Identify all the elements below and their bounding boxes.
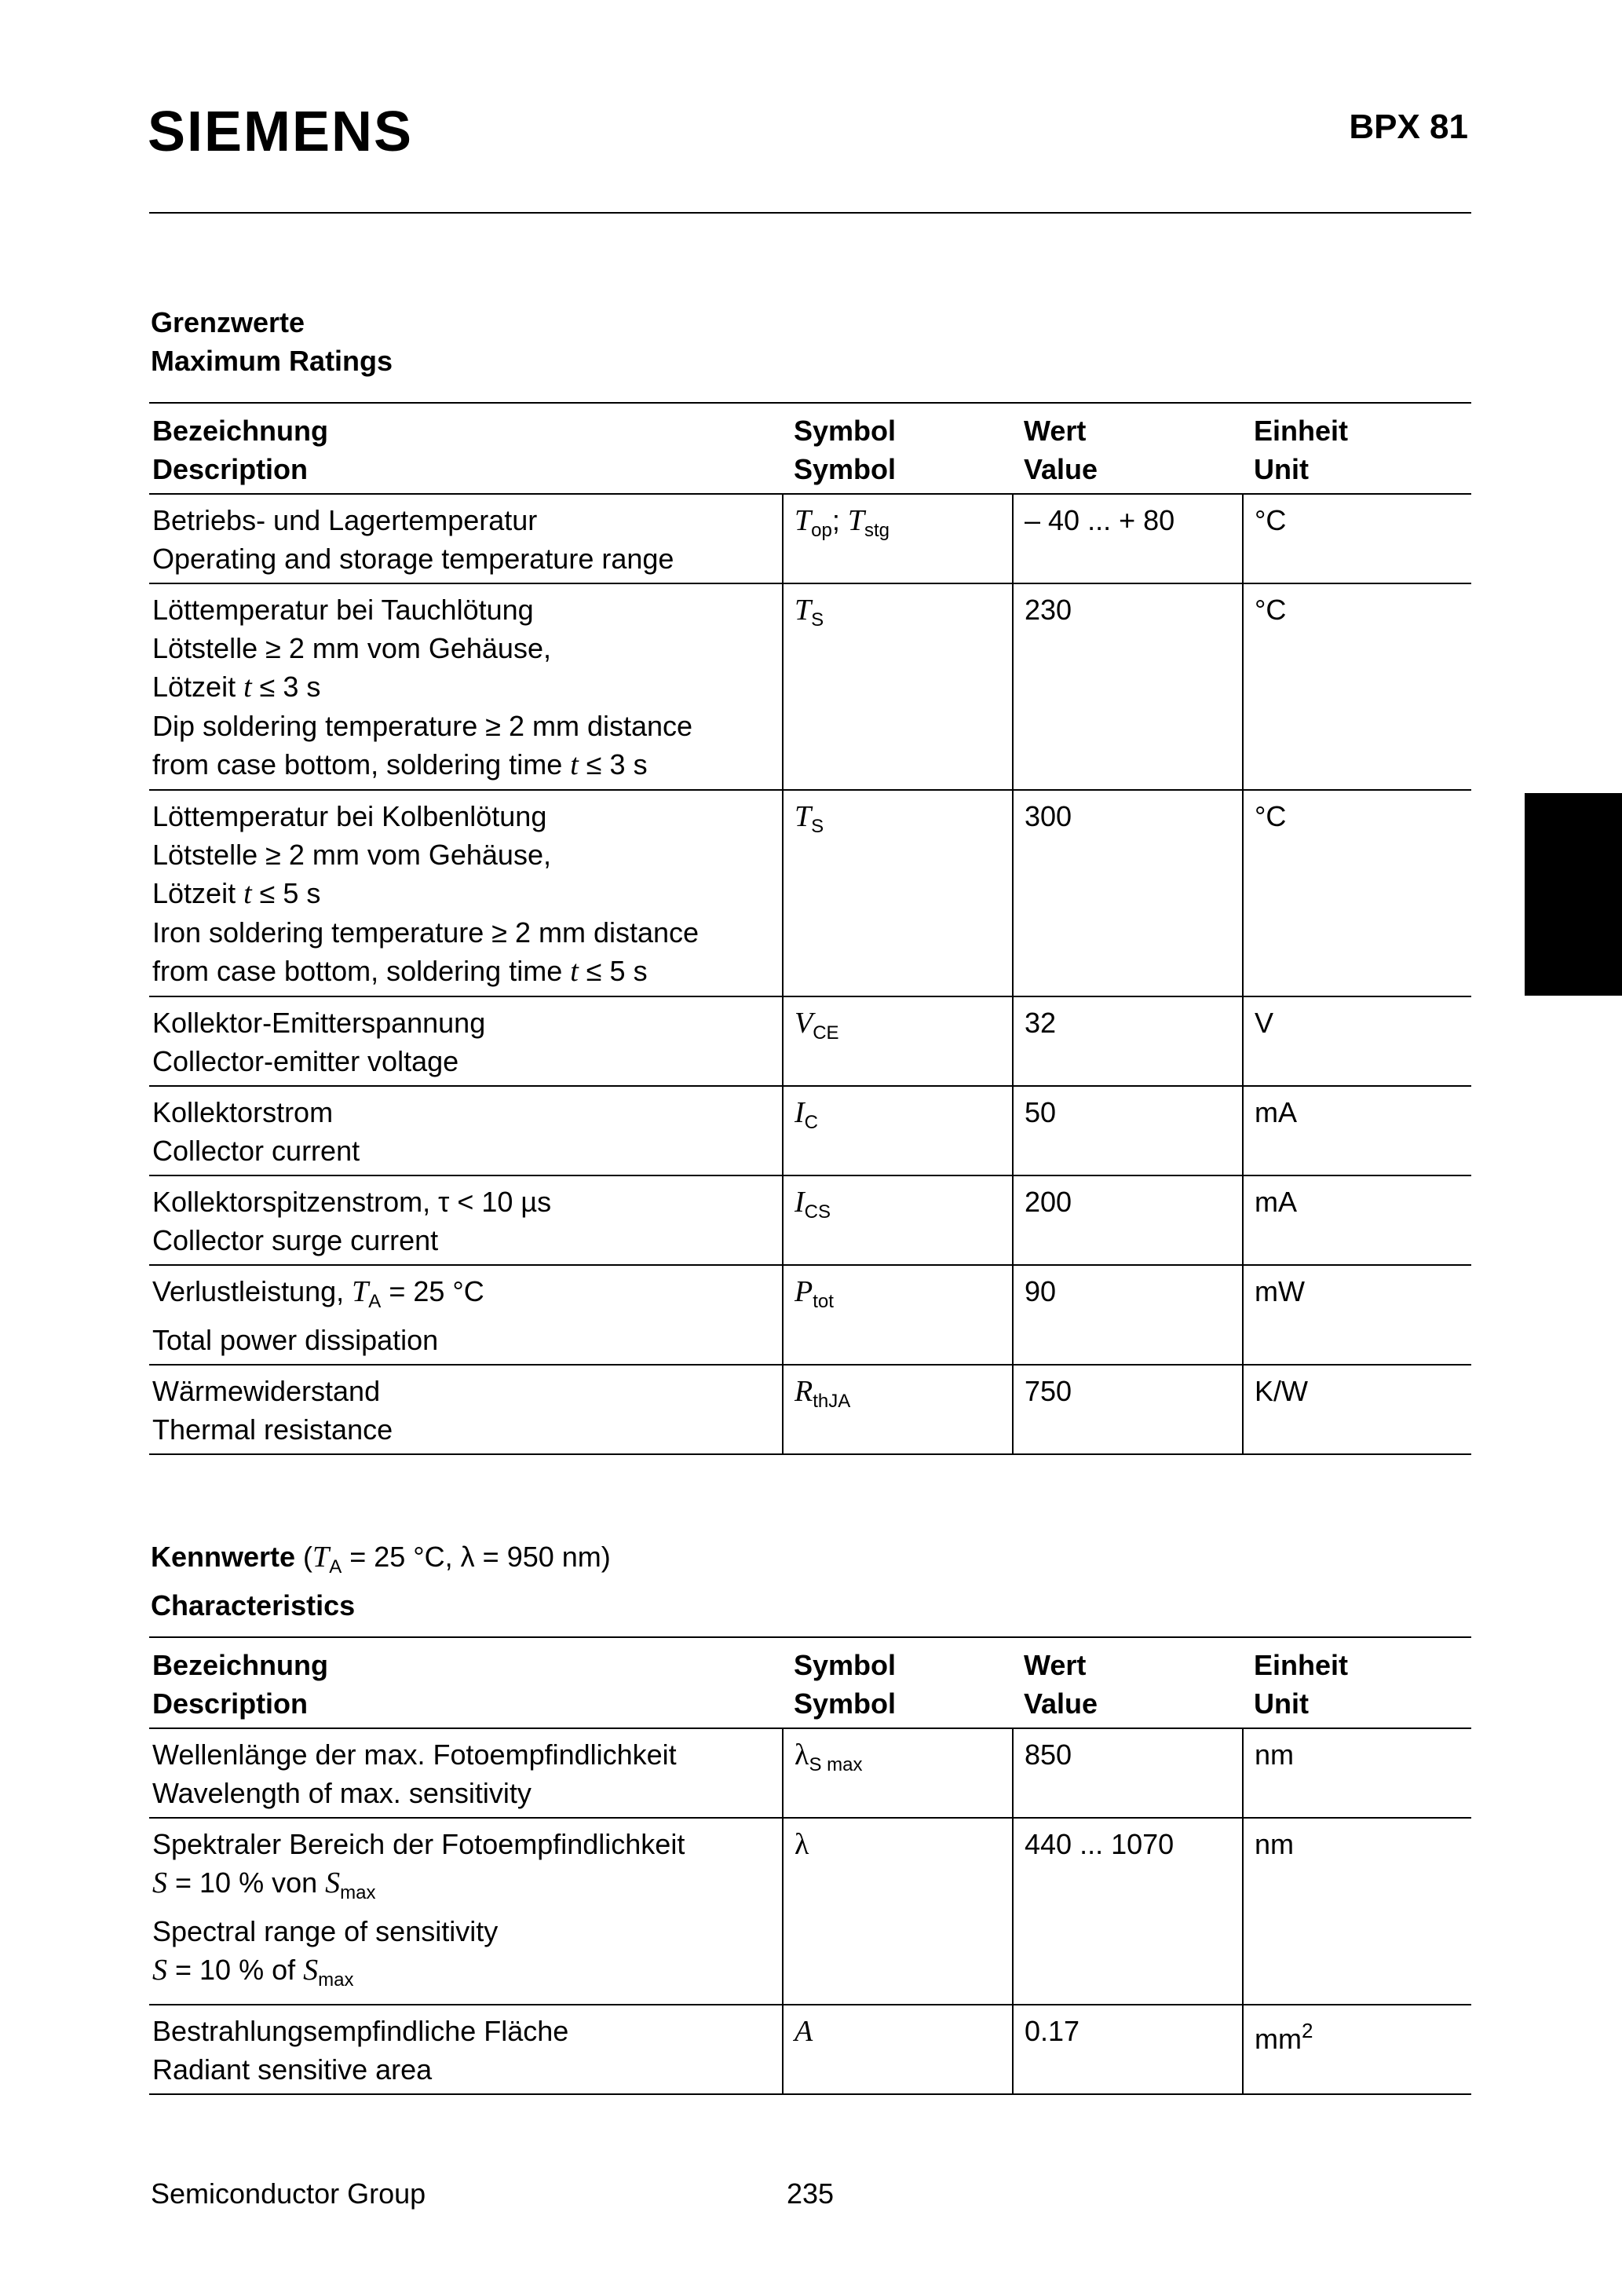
row-description: Löttemperatur bei Tauchlötung Lötstelle ≥ 2 mm vom Gehäuse, Lötzeit t ≤ 3 s Dip soldering temperature ≥ 2 mm distance from case bottom, soldering time t ≤ 3 s — [149, 583, 783, 790]
table-row — [149, 790, 1471, 996]
row-symbol: $T_S$ — [783, 790, 1013, 996]
col-value: Wert Value — [1013, 403, 1243, 494]
row-unit: °C — [1243, 790, 1471, 996]
max-ratings-title-en: Maximum Ratings — [151, 345, 393, 377]
row-symbol: $I_{CS}$ — [783, 1175, 1013, 1265]
row-symbol: A — [783, 2005, 1013, 2094]
row-symbol: $I_C$ — [783, 1086, 1013, 1175]
col-symbol: Symbol Symbol — [783, 1637, 1013, 1728]
row-description: Kollektorstrom Collector current — [149, 1086, 783, 1175]
max-ratings-title-de: Grenzwerte — [151, 306, 305, 338]
row-unit: K/W — [1243, 1365, 1471, 1454]
row-description: Kollektor-Emitterspannung Collector-emitter voltage — [149, 996, 783, 1086]
row-description: Spektraler Bereich der Fotoempfindlichkeit S = 10 % von $S_{max}$ Spectral range of sensitivity S = 10 % of $S_{max}$ — [149, 1818, 783, 2005]
row-description: Löttemperatur bei Kolbenlötung Lötstelle ≥ 2 mm vom Gehäuse, Lötzeit t ≤ 5 s Iron soldering temperature ≥ 2 mm distance from case bottom, soldering time t ≤ 5 s — [149, 790, 783, 996]
siemens-logo: SIEMENS — [148, 101, 414, 163]
row-symbol: λ — [783, 1818, 1013, 2005]
row-description: Kollektorspitzenstrom, τ < 10 µs Collector surge current — [149, 1175, 783, 1265]
row-symbol: $R_{thJA}$ — [783, 1365, 1013, 1454]
row-symbol: $P_{tot}$ — [783, 1265, 1013, 1365]
row-unit: mW — [1243, 1265, 1471, 1365]
characteristics-title-en: Characteristics — [151, 1589, 356, 1621]
row-value: 32 — [1013, 996, 1243, 1086]
table-header-row — [149, 1637, 1471, 1728]
table-row — [149, 1365, 1471, 1454]
row-value: 50 — [1013, 1086, 1243, 1175]
row-description: Wärmewiderstand Thermal resistance — [149, 1365, 783, 1454]
row-description: Bestrahlungsempfindliche Fläche Radiant sensitive area — [149, 2005, 783, 2094]
characteristics-title-de: Kennwerte — [151, 1541, 296, 1573]
max-ratings-table — [149, 402, 1471, 1455]
row-unit: mA — [1243, 1086, 1471, 1175]
max-ratings-heading — [151, 303, 393, 380]
row-symbol: $T_S$ — [783, 583, 1013, 790]
row-description: Verlustleistung, $T_A = 25$ °C Total power dissipation — [149, 1265, 783, 1365]
row-unit: mA — [1243, 1175, 1471, 1265]
row-description: Betriebs- und Lagertemperatur Operating and storage temperature range — [149, 494, 783, 583]
col-description: Bezeichnung Description — [149, 1637, 783, 1728]
row-value: 750 — [1013, 1365, 1243, 1454]
table-row — [149, 583, 1471, 790]
row-value: 850 — [1013, 1728, 1243, 1818]
col-symbol: Symbol Symbol — [783, 403, 1013, 494]
characteristics-heading: Kennwerte ($T_A = 25$ °C, λ = 950 nm) Characteristics — [151, 1537, 611, 1625]
table-header-row — [149, 403, 1471, 494]
row-unit: V — [1243, 996, 1471, 1086]
table-row — [149, 494, 1471, 583]
row-symbol: $\lambda_{S max}$ — [783, 1728, 1013, 1818]
row-unit: $mm^2$ — [1243, 2005, 1471, 2094]
row-unit: °C — [1243, 494, 1471, 583]
row-value: 200 — [1013, 1175, 1243, 1265]
table-row — [149, 996, 1471, 1086]
row-unit: nm — [1243, 1728, 1471, 1818]
table-row — [149, 1175, 1471, 1265]
row-symbol: $V_{CE}$ — [783, 996, 1013, 1086]
header-divider — [149, 212, 1471, 214]
row-unit: nm — [1243, 1818, 1471, 2005]
col-unit: Einheit Unit — [1243, 403, 1471, 494]
table-row — [149, 2005, 1471, 2094]
row-value: 90 — [1013, 1265, 1243, 1365]
row-symbol: $T_{op}$; $T_{stg}$ — [783, 494, 1013, 583]
col-description: Bezeichnung Description — [149, 403, 783, 494]
row-description: Wellenlänge der max. Fotoempfindlichkeit Wavelength of max. sensitivity — [149, 1728, 783, 1818]
table-row — [149, 1728, 1471, 1818]
row-value: 440 ... 1070 — [1013, 1818, 1243, 2005]
page-number: 235 — [787, 2177, 835, 2210]
row-value: 230 — [1013, 583, 1243, 790]
section-tab-marker — [1525, 793, 1622, 996]
col-value: Wert Value — [1013, 1637, 1243, 1728]
col-unit: Einheit Unit — [1243, 1637, 1471, 1728]
footer-group: Semiconductor Group — [151, 2177, 426, 2210]
row-value: 300 — [1013, 790, 1243, 996]
part-number: BPX 81 — [1349, 108, 1468, 146]
row-value: 0.17 — [1013, 2005, 1243, 2094]
row-unit: °C — [1243, 583, 1471, 790]
row-value: – 40 ... + 80 — [1013, 494, 1243, 583]
table-row — [149, 1818, 1471, 2005]
characteristics-table — [149, 1636, 1471, 2095]
table-row — [149, 1265, 1471, 1365]
table-row — [149, 1086, 1471, 1175]
